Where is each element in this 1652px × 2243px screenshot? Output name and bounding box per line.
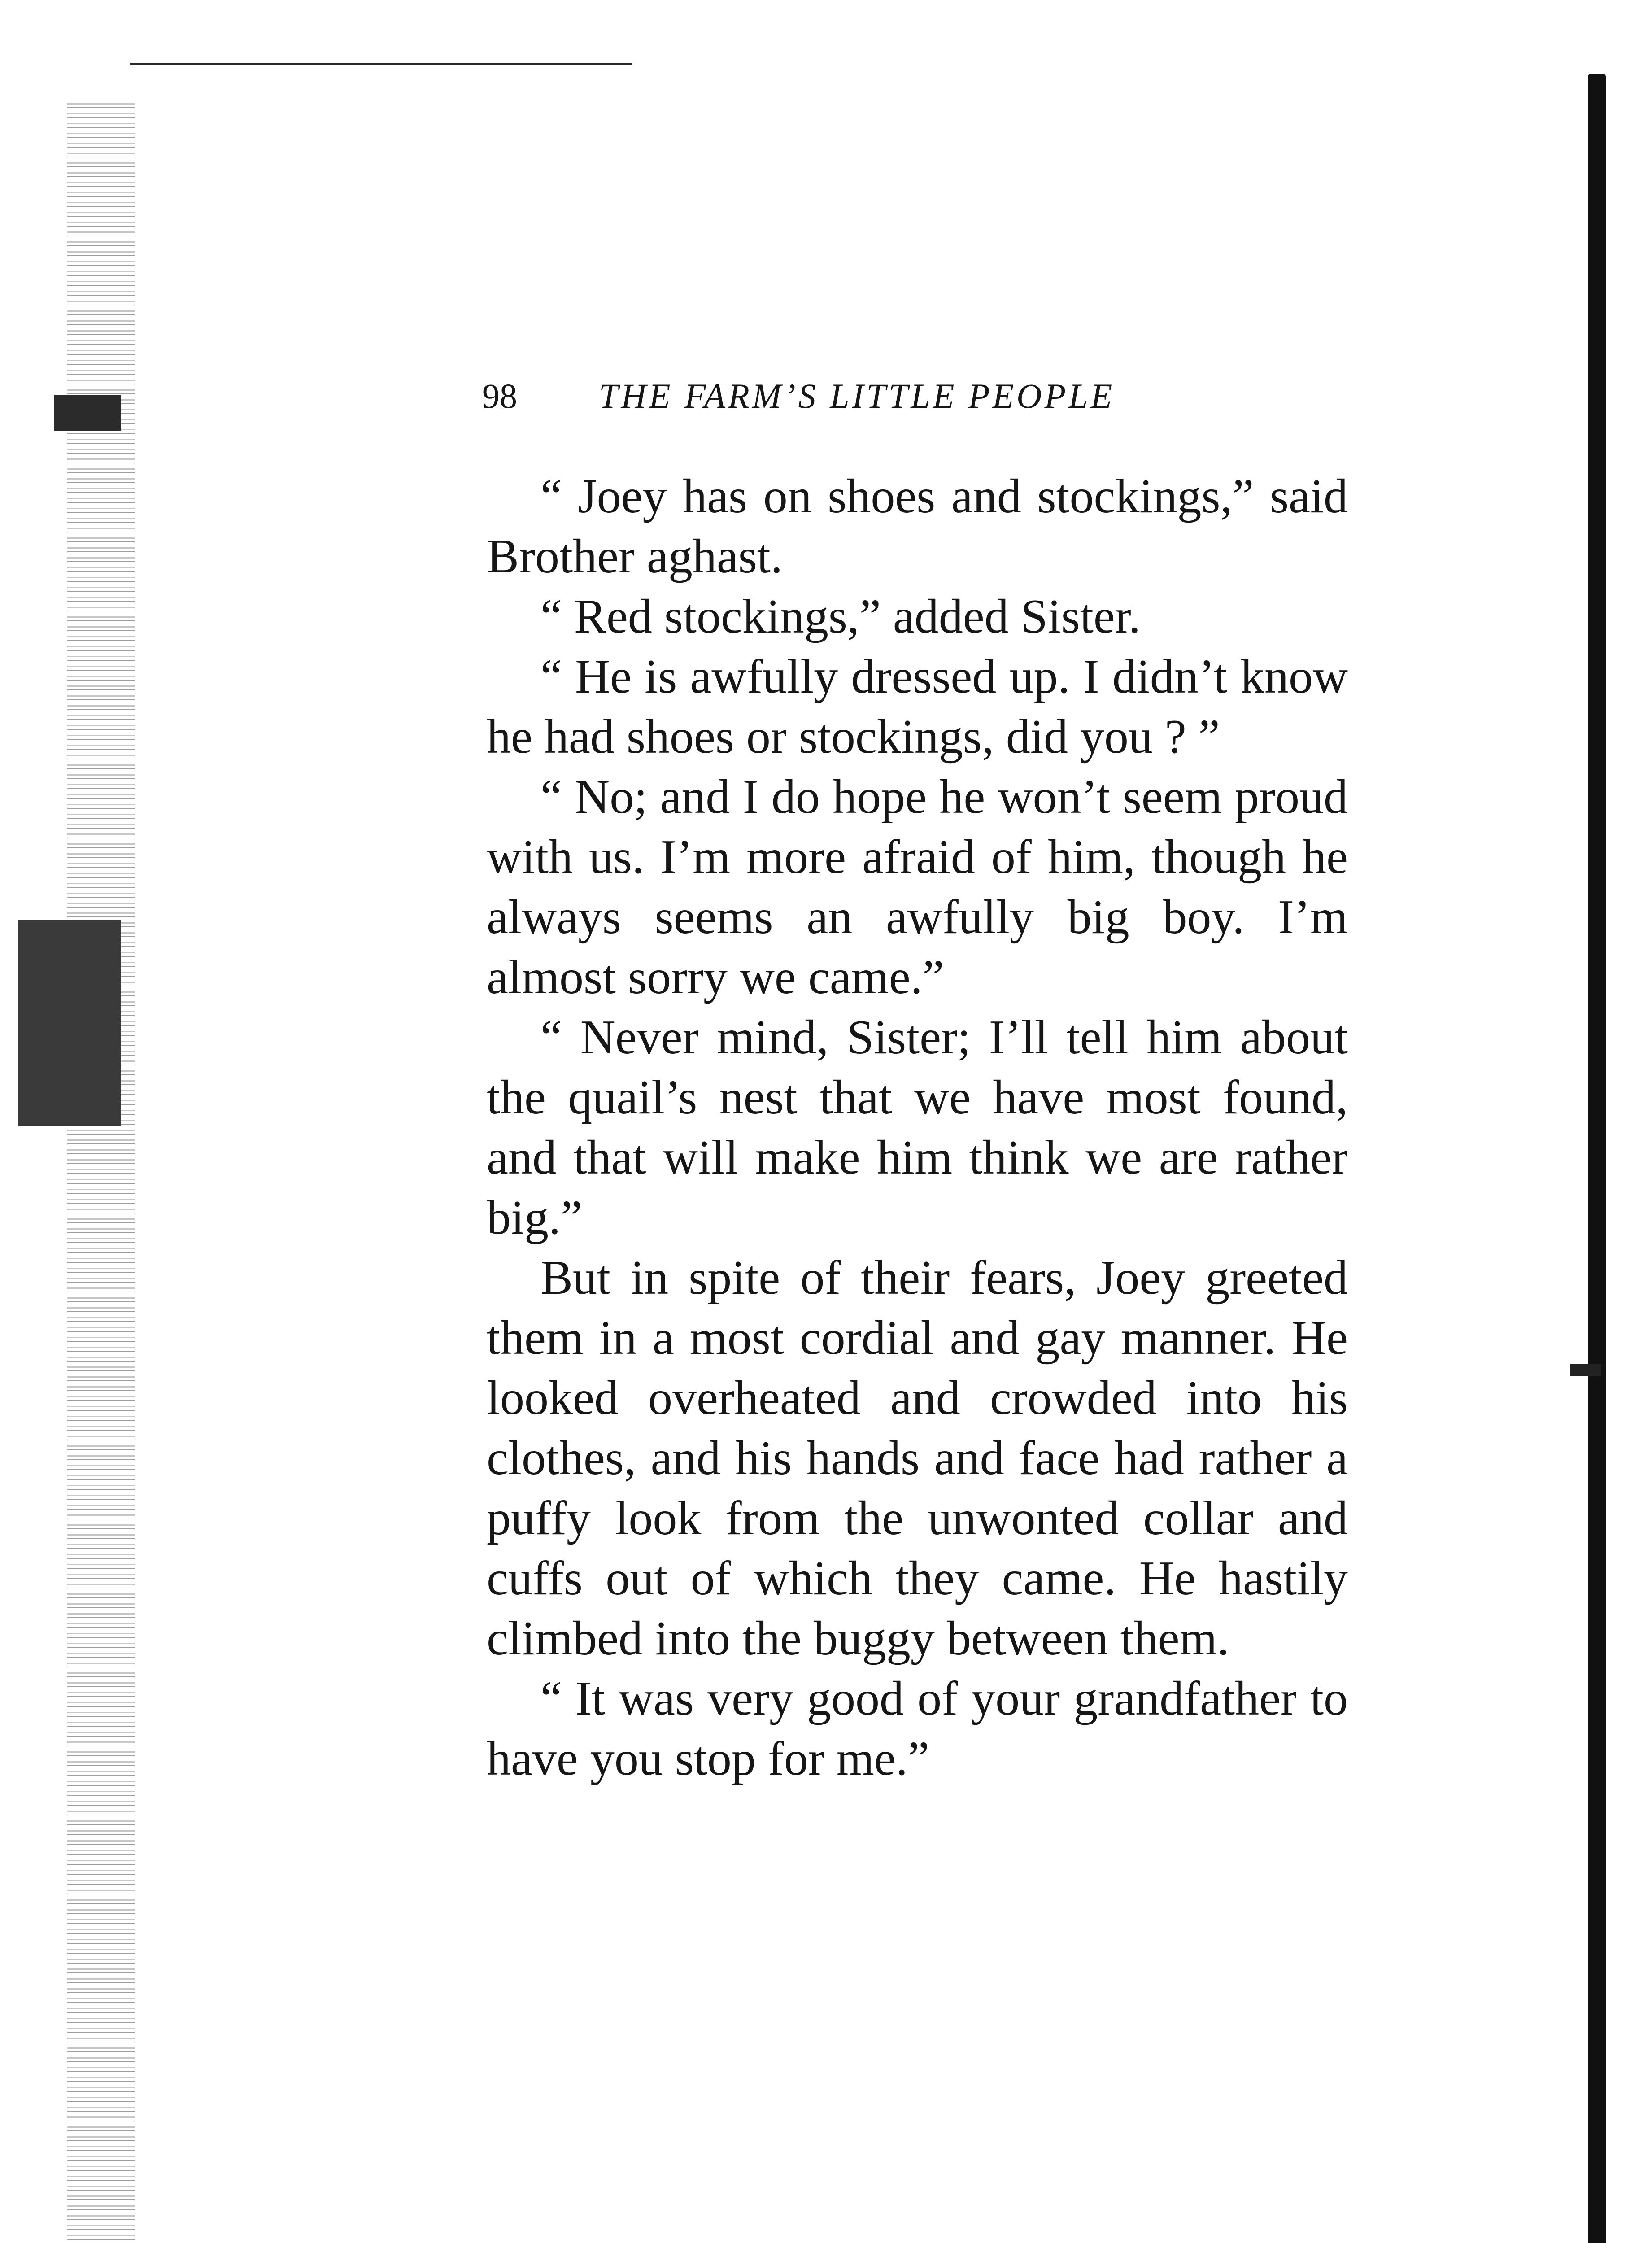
paragraph: “ Never mind, Sister; I’ll tell him about the quail’s nest that we have most found, and that will make him think we are rather big.” [487,1011,1348,1244]
paragraph: “ He is awfully dressed up. I didn’t know he had shoes or stockings, did you ? ” [487,650,1348,764]
body-text [487,467,1348,1789]
running-head [482,376,1334,425]
page-edge-notch [1570,1364,1601,1376]
page-edge-bar [1588,74,1606,2243]
paragraph: “ No; and I do hope he won’t seem proud with us. I’m more afraid of him, though he always seems an awfully big boy. I’m almost sorry we came.” [487,770,1348,1004]
paragraph: “ Red stockings,” added Sister. [540,590,1141,643]
page-number: 98 [482,376,517,415]
scan-shadow-block [18,920,121,1126]
top-rule [130,63,632,65]
running-title: THE FARM’S LITTLE PEOPLE [599,376,1115,415]
paragraph: But in spite of their fears, Joey greeted them in a most cordial and gay manner. He looked overheated and crowded into his clothes, and his hands and face had rather a puffy look from the unwonted collar and cuffs out of which they came. He hastily climbed into the buggy between them. [487,1251,1348,1665]
scan-shadow-block [54,395,121,431]
paragraph: “ It was very good of your grandfather to have you stop for me.” [487,1672,1348,1785]
paragraph: “ Joey has on shoes and stockings,” said Brother aghast. [487,470,1348,583]
